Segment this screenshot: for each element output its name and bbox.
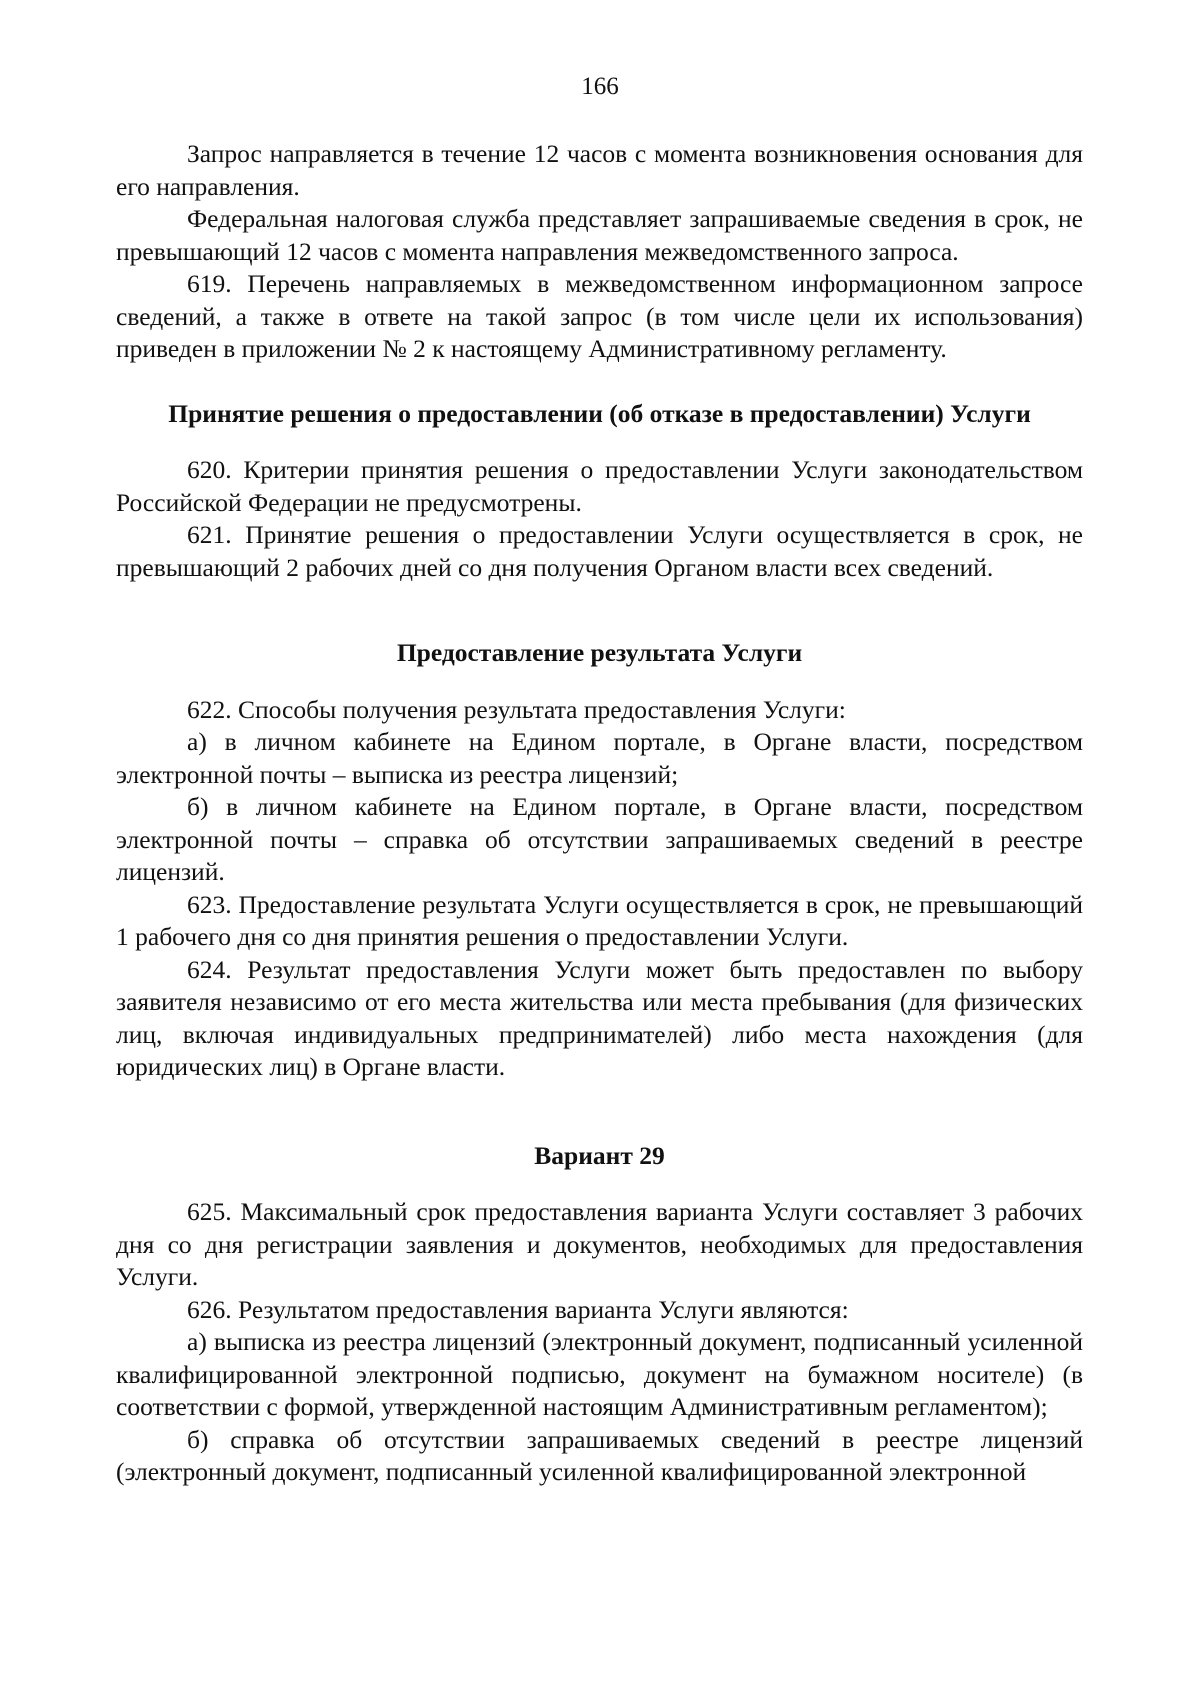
section-heading-decision: Принятие решения о предоставлении (об отказе в предоставлении) Услуги <box>168 398 1031 428</box>
paragraph-621: 621. Принятие решения о предоставлении Услуги осуществляется в срок, не превышающий 2 рабочих дней со дня получения Органом власти всех сведений. <box>116 520 1083 582</box>
paragraph-626-b: б) справка об отсутствии запрашиваемых сведений в реестре лицензий (электронный документ, подписанный усиленной квалифицированной электронной <box>116 1424 1083 1486</box>
paragraph-request-timing: Запрос направляется в течение 12 часов с момента возникновения основания для его направления. <box>116 139 1083 201</box>
paragraph-tax-service: Федеральная налоговая служба представляет запрашиваемые сведения в срок, не превышающий 12 часов с момента направления межведомственного запроса. <box>116 204 1083 266</box>
page-number: 166 <box>581 73 619 100</box>
paragraph-624: 624. Результат предоставления Услуги может быть предоставлен по выбору заявителя независимо от его места жительства или места пребывания (для физических лиц, включая индивидуальных предпринимателей) либо места нахождения (для юридических лиц) в Органе власти. <box>116 954 1083 1081</box>
section-heading-result: Предоставление результата Услуги <box>396 638 803 667</box>
paragraph-620: 620. Критерии принятия решения о предоставлении Услуги законодательством Российской Федерации не предусмотрены. <box>116 455 1083 517</box>
paragraph-622-a: а) в личном кабинете на Едином портале, в Органе власти, посредством электронной почты – выписка из реестра лицензий; <box>116 727 1083 789</box>
paragraph-625: 625. Максимальный срок предоставления варианта Услуги составляет 3 рабочих дня со дня регистрации заявления и документов, необходимых для предоставления Услуги. <box>116 1197 1083 1291</box>
section-heading-variant: Вариант 29 <box>534 1140 665 1170</box>
document-body <box>116 138 1083 1489</box>
paragraph-622-b: б) в личном кабинете на Едином портале, в Органе власти, посредством электронной почты – справка об отсутствии запрашиваемых сведений в реестре лицензий. <box>116 792 1083 886</box>
paragraph-626-a: а) выписка из реестра лицензий (электронный документ, подписанный усиленной квалифицированной электронной подписью, документ на бумажном носителе) (в соответствии с формой, утвержденной настоящим Административным регламентом); <box>116 1327 1083 1421</box>
paragraph-626: 626. Результатом предоставления варианта Услуги являются: <box>187 1294 849 1324</box>
paragraph-619: 619. Перечень направляемых в межведомственном информационном запросе сведений, а также в ответе на такой запрос (в том числе цели их использования) приведен в приложении № 2 к настоящему Административному регламенту. <box>116 269 1083 363</box>
paragraph-623: 623. Предоставление результата Услуги осуществляется в срок, не превышающий 1 рабочего дня со дня принятия решения о предоставлении Услуги. <box>116 889 1083 951</box>
paragraph-622: 622. Способы получения результата предоставления Услуги: <box>187 694 846 724</box>
